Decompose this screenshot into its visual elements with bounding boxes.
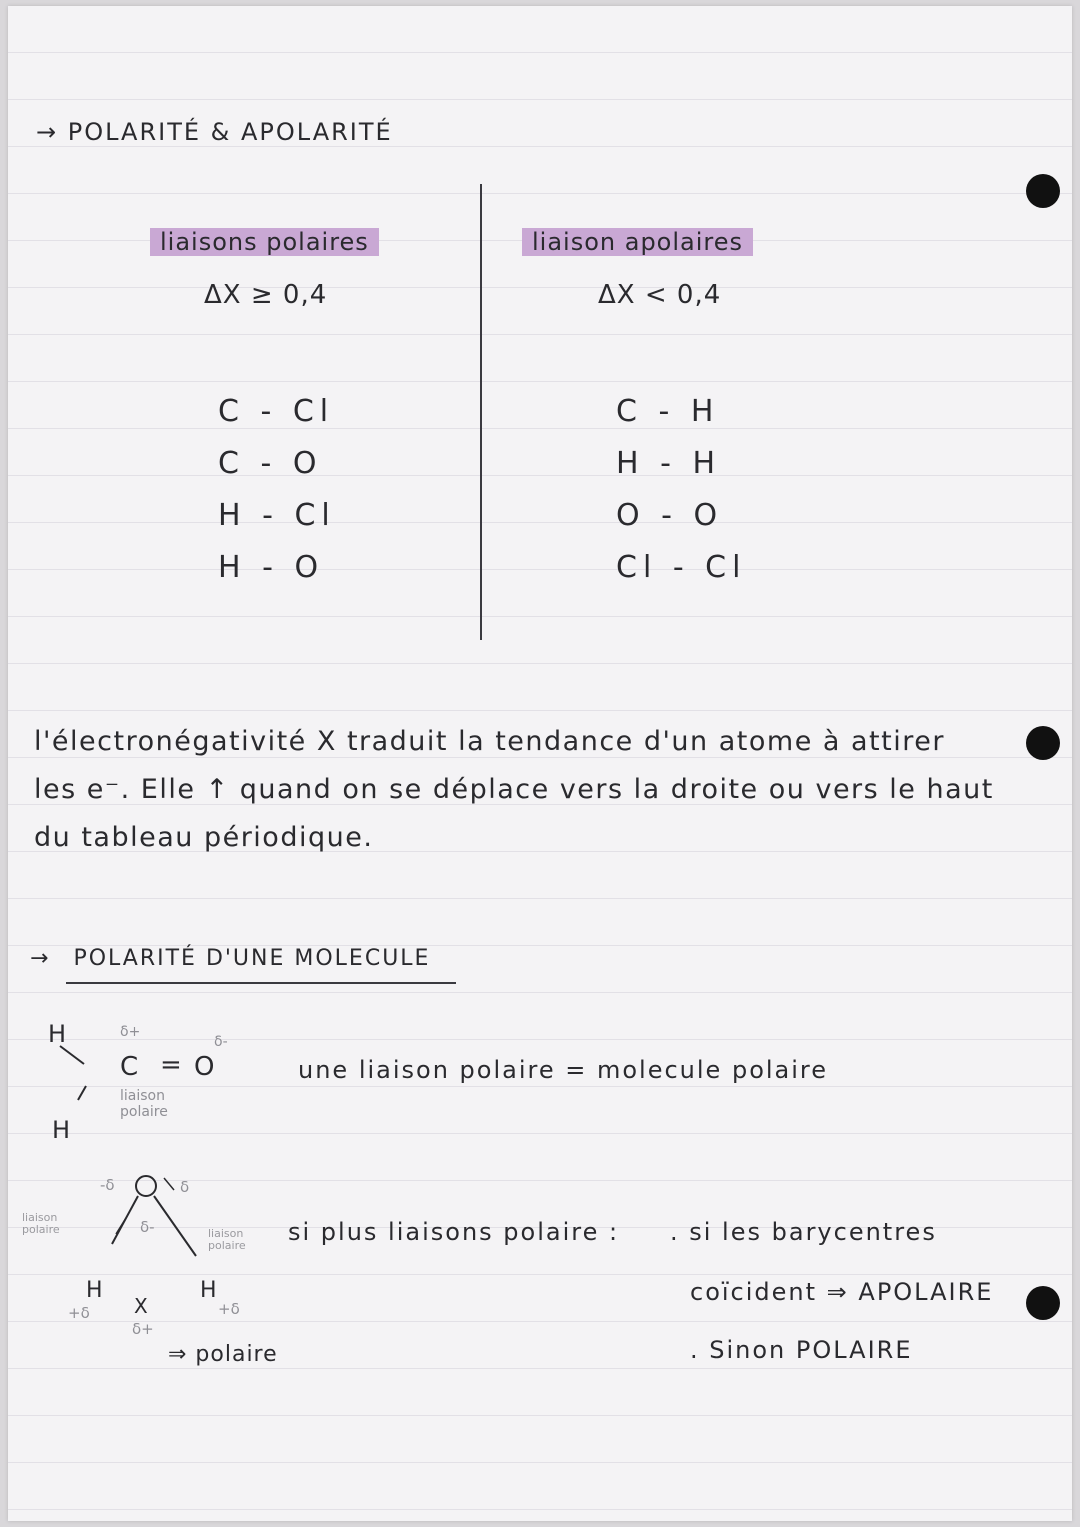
rule-single-polar-bond: une liaison polaire = molecule polaire [298, 1056, 829, 1084]
paragraph-line: l'électronégativité X traduit la tendance d'un atome à attirer [34, 726, 945, 757]
water-barycenter-mark: X [134, 1294, 148, 1318]
polar-label-highlight: liaisons polaires [150, 228, 379, 256]
water-right-bond-note: liaison polaire [208, 1227, 246, 1252]
atom-o: O [194, 1052, 215, 1082]
heading-molecule-polarity [30, 946, 430, 971]
polar-bond: C - Cl [218, 394, 335, 429]
rule-multiple-bonds-intro: si plus liaisons polaire : [288, 1218, 620, 1246]
apolar-bond-list [616, 386, 746, 594]
water-delta-plus-left: +δ [68, 1304, 90, 1322]
water-delta-minus-left: -δ [100, 1176, 115, 1194]
rule-otherwise-polar: . Sinon POLAIRE [690, 1336, 913, 1364]
notebook-page [8, 6, 1072, 1521]
heading-arrow: → [36, 118, 59, 146]
heading-text: POLARITÉ D'UNE MOLECULE [73, 946, 431, 971]
heading-arrow: → [30, 946, 51, 971]
apolar-bond: H - H [616, 446, 722, 481]
polar-bond: H - Cl [218, 498, 336, 533]
atom-h-top: H [48, 1020, 67, 1048]
water-delta-minus-center: δ- [140, 1218, 155, 1236]
apolar-condition: ΔX < 0,4 [598, 280, 722, 310]
heading-text: POLARITÉ & APOLARITÉ [67, 118, 393, 146]
apolar-column-label [522, 228, 753, 256]
water-delta-plus-center: δ+ [132, 1320, 154, 1338]
binder-hole-middle [1026, 726, 1060, 760]
atom-h-bottom: H [52, 1116, 71, 1144]
atom-c: C [120, 1052, 139, 1082]
water-delta-minus-right: δ [180, 1178, 190, 1196]
water-atom-h-right: H [200, 1278, 217, 1303]
polar-condition: ΔX ≥ 0,4 [204, 280, 328, 310]
water-result: ⇒ polaire [168, 1342, 278, 1367]
polar-bond-note: liaison polaire [120, 1088, 168, 1120]
polar-bond: C - O [218, 446, 323, 481]
binder-hole-top [1026, 174, 1060, 208]
apolar-bond: O - O [616, 498, 724, 533]
rule-barycenter-line2: coïcident ⇒ APOLAIRE [690, 1278, 994, 1306]
electronegativity-paragraph [34, 718, 994, 862]
table-divider [480, 184, 482, 640]
polar-bond: H - O [218, 550, 325, 585]
apolar-bond: C - H [616, 394, 720, 429]
paragraph-line: du tableau périodique. [34, 822, 374, 853]
heading-polarity-apolarity [36, 118, 393, 146]
partial-charge-plus: δ+ [120, 1024, 141, 1040]
apolar-label-highlight: liaison apolaires [522, 228, 753, 256]
polar-bond-list [218, 386, 336, 594]
polar-column-label [150, 228, 379, 256]
water-left-bond-note: liaison polaire [22, 1211, 60, 1236]
double-bond: = [160, 1050, 182, 1080]
water-delta-plus-right: +δ [218, 1300, 240, 1318]
water-atom-h-left: H [86, 1278, 103, 1303]
partial-charge-minus: δ- [214, 1034, 228, 1050]
rule-barycenter-line1: . si les barycentres [670, 1218, 937, 1246]
binder-hole-bottom [1026, 1286, 1060, 1320]
apolar-bond: Cl - Cl [616, 550, 747, 585]
water-atom-o [136, 1172, 150, 1193]
heading-underline [66, 982, 456, 984]
paragraph-line: les e⁻. Elle ↑ quand on se déplace vers la droite ou vers le haut [34, 774, 994, 805]
